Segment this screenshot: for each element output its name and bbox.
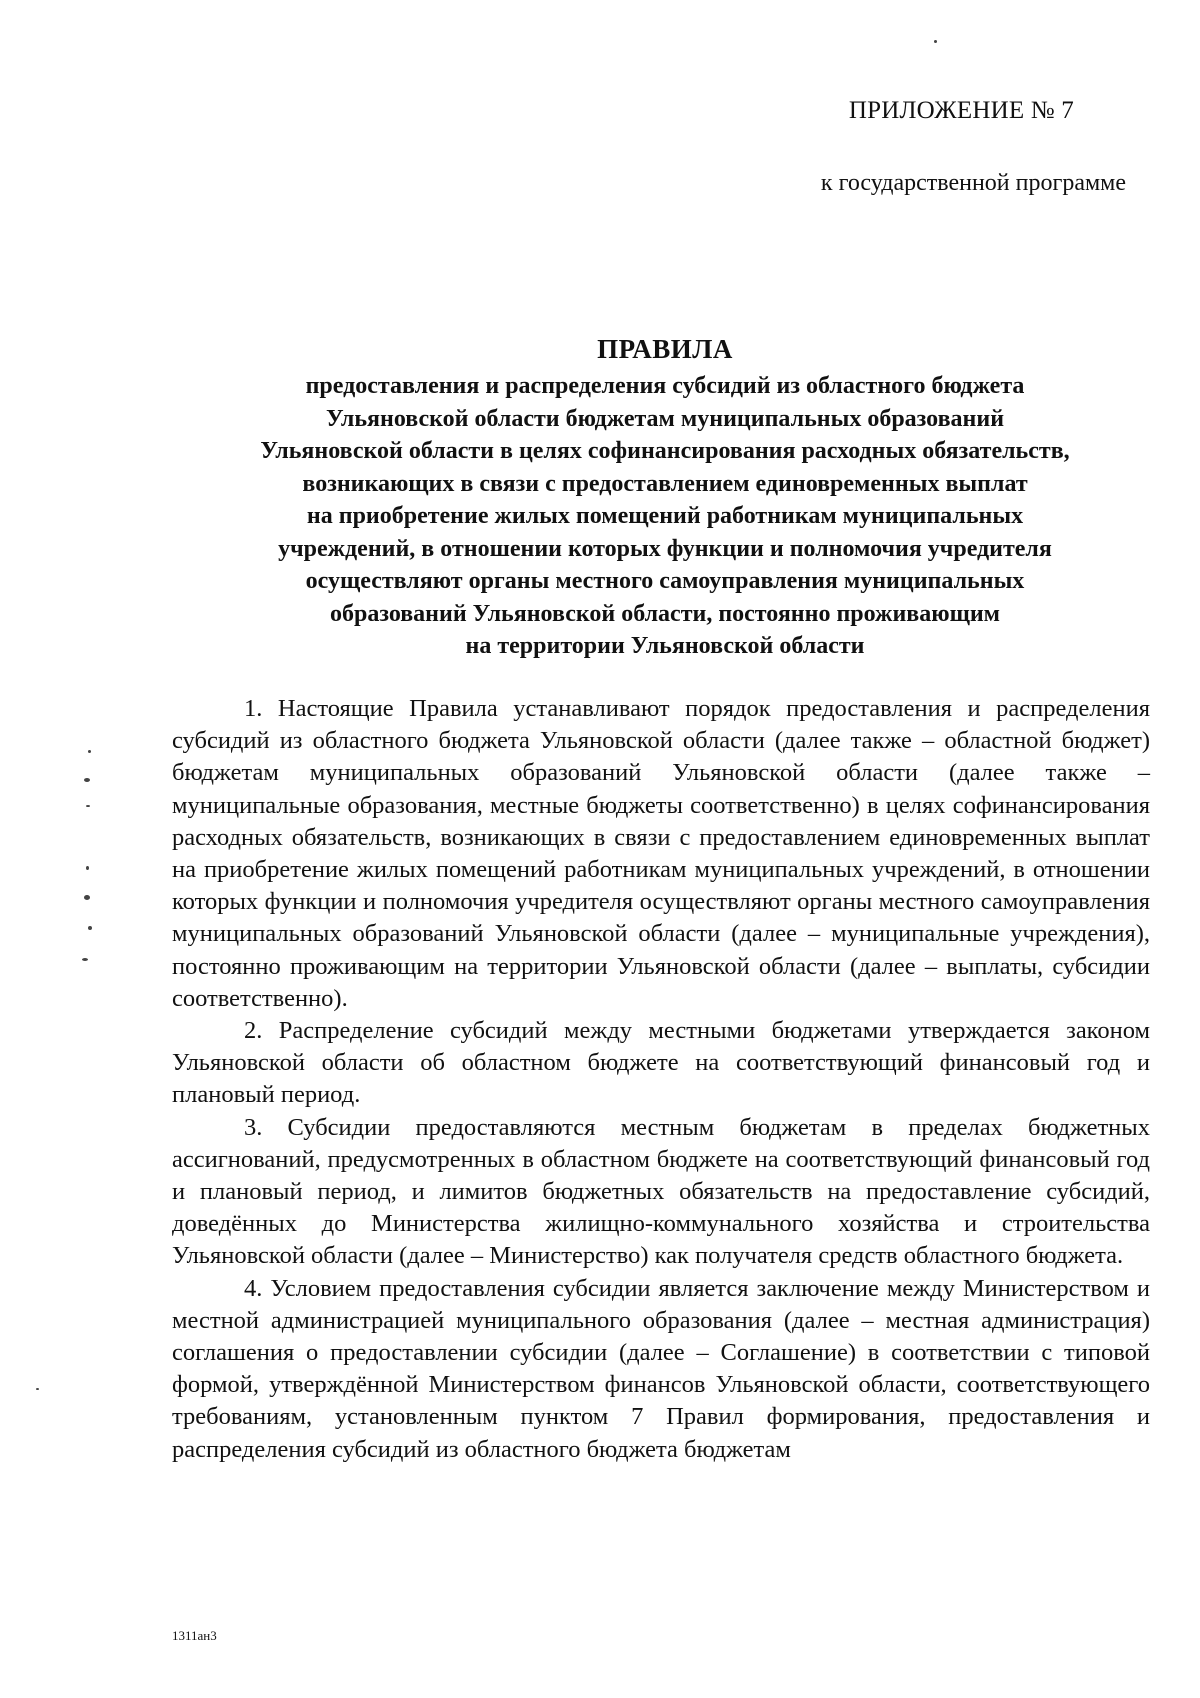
scan-speck <box>88 750 91 753</box>
rules-subtitle-line: на территории Ульяновской области <box>465 633 865 659</box>
scan-speck <box>86 805 90 807</box>
scan-speck <box>934 40 937 43</box>
rules-subtitle-line: Ульяновской области бюджетам муниципальных образований <box>325 405 1005 432</box>
rules-subtitle-line: предоставления и распределения субсидий из областного бюджета <box>305 373 1025 399</box>
appendix-header: ПРИЛОЖЕНИЕ № 7 <box>848 97 1074 124</box>
rules-subtitle-line: образований Ульяновской области, постоянно проживающим <box>329 600 1001 627</box>
appendix-subheader: к государственной программе <box>820 170 1126 196</box>
scan-speck <box>84 895 90 900</box>
document-code: 1311ан3 <box>172 1628 217 1643</box>
rules-title-block <box>160 330 1170 663</box>
scan-speck <box>84 778 90 782</box>
rules-subtitle-line: Ульяновской области в целях софинансирования расходных обязательств, <box>260 438 1070 464</box>
rules-subtitle-line: осуществляют органы местного самоуправления муниципальных <box>305 568 1025 594</box>
scan-speck <box>82 958 88 961</box>
document-body <box>172 693 1150 1466</box>
paragraph-1: 1. Настоящие Правила устанавливают порядок предоставления и распределения субсидий из областного бюджета Ульяновской области (далее также – областной бюджет) бюджетам муниципальных образований Ульяновской области (далее также – муниципальные образования, местные бюджеты соответственно) в целях софинансирования расходных обязательств, возникающих в связи с предоставлением единовременных выплат на приобретение жилых помещений работникам муниципальных учреждений, в отношении которых функции и полномочия учредителя осуществляют органы местного самоуправления муниципальных образований Ульяновской области (далее – муниципальные учреждения), постоянно проживающим на территории Ульяновской области (далее – выплаты, субсидии соответственно). <box>172 695 1150 1012</box>
scan-speck <box>86 866 89 870</box>
scan-speck <box>88 926 92 930</box>
rules-subtitle-line: на приобретение жилых помещений работникам муниципальных <box>306 503 1024 529</box>
rules-subtitle-line: учреждений, в отношении которых функции и полномочия учредителя <box>278 535 1052 562</box>
paragraph-3: 3. Субсидии предоставляются местным бюджетам в пределах бюджетных ассигнований, предусмотренных в областном бюджете на соответствующий финансовый год и плановый период, и лимитов бюджетных обязательств на предоставление субсидий, доведённых до Министерства жилищно-коммунального хозяйства и строительства Ульяновской области (далее – Министерство) как получателя средств областного бюджета. <box>172 1113 1150 1270</box>
rules-subtitle-line: возникающих в связи с предоставлением единовременных выплат <box>302 470 1028 497</box>
scan-speck <box>36 1388 39 1390</box>
rules-title: ПРАВИЛА <box>597 334 733 364</box>
paragraph-2: 2. Распределение субсидий между местными бюджетами утверждается законом Ульяновской области об областном бюджете на соответствующий финансовый год и плановый период. <box>172 1017 1150 1109</box>
paragraph-4: 4. Условием предоставления субсидии является заключение между Министерством и местной администрацией муниципального образования (далее – местная администрация) соглашения о предоставлении субсидии (далее – Соглашение) в соответствии с типовой формой, утверждённой Министерством финансов Ульяновской области, соответствующего требованиям, установленным пунктом 7 Правил формирования, предоставления и распределения субсидий из областного бюджета бюджетам <box>172 1274 1150 1463</box>
